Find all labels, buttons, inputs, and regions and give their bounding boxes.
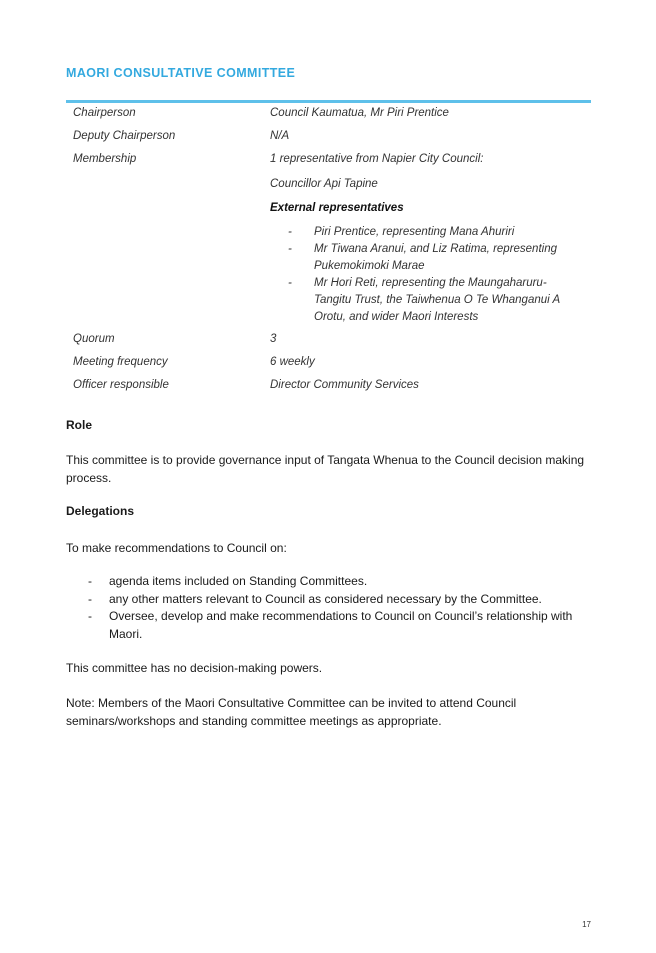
list-item: - Piri Prentice, representing Mana Ahuriri — [288, 224, 578, 241]
list-item: - Mr Hori Reti, representing the Maungaharuru-Tangitu Trust, the Taiwhenua O Te Whanganui A Orotu, and wider Maori Interests — [288, 277, 560, 323]
deputy-label: Deputy Chairperson — [73, 130, 176, 142]
delegations-list — [88, 573, 588, 643]
chairperson-label: Chairperson — [73, 107, 136, 119]
officer-label: Officer responsible — [73, 379, 169, 391]
title-divider — [66, 100, 591, 103]
note-text: Note: Members of the Maori Consultative Committee can be invited to attend Council seminars/workshops and standing committee meetings as appropriate. — [66, 696, 517, 728]
dash-marker: - — [288, 277, 292, 289]
dash-marker: - — [88, 609, 92, 623]
dash-marker: - — [288, 243, 292, 255]
membership-line-2: Councillor Api Tapine — [270, 178, 378, 190]
external-representatives-list — [288, 224, 578, 326]
dash-marker: - — [88, 574, 92, 588]
role-text: This committee is to provide governance input of Tangata Whenua to the Council decision making process. — [66, 453, 585, 485]
delegations-intro: To make recommendations to Council on: — [66, 541, 287, 555]
dash-marker: - — [88, 591, 92, 606]
list-item: - any other matters relevant to Council as considered necessary by the Committee. — [88, 591, 588, 609]
list-item: - Mr Tiwana Aranui, and Liz Ratima, representing Pukemokimoki Marae — [288, 243, 557, 272]
list-item: - agenda items included on Standing Committees. — [88, 573, 588, 591]
quorum-label: Quorum — [73, 333, 115, 345]
deputy-value: N/A — [270, 130, 290, 142]
chairperson-value: Council Kaumatua, Mr Piri Prentice — [270, 107, 449, 119]
dash-marker: - — [288, 226, 292, 238]
page-number: 17 — [582, 920, 591, 929]
delegations-heading: Delegations — [66, 504, 135, 518]
no-powers-text: This committee has no decision-making powers. — [66, 661, 323, 675]
external-representatives-heading: External representatives — [270, 202, 404, 214]
membership-label: Membership — [73, 153, 137, 165]
frequency-value: 6 weekly — [270, 356, 315, 368]
officer-value: Director Community Services — [270, 379, 419, 391]
quorum-value: 3 — [270, 333, 277, 345]
page-title: MAORI CONSULTATIVE COMMITTEE — [66, 66, 296, 80]
role-heading: Role — [66, 418, 93, 432]
list-item: - Oversee, develop and make recommendations to Council on Council’s relationship with Maori. — [88, 609, 573, 641]
membership-line-1: 1 representative from Napier City Council: — [270, 153, 484, 165]
frequency-label: Meeting frequency — [73, 356, 168, 368]
